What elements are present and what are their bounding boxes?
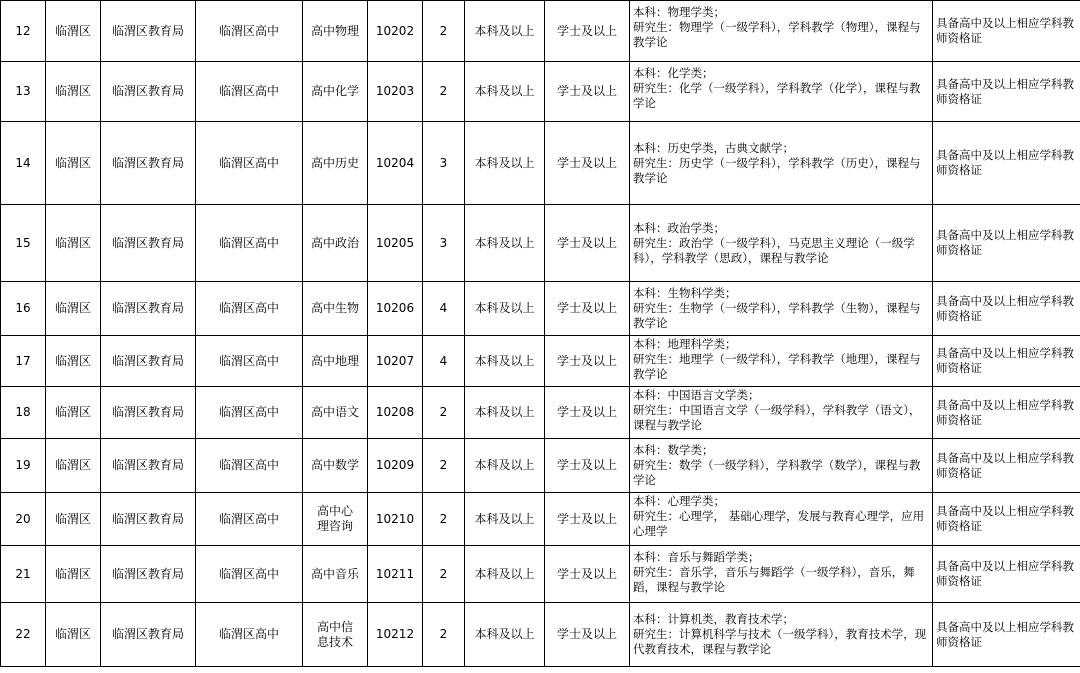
table-row xyxy=(1,603,1080,667)
position-code-cell: 10210 xyxy=(368,493,423,546)
district-cell: 临渭区 xyxy=(46,62,101,122)
major-requirements-cell xyxy=(630,439,933,493)
position-code-cell: 10212 xyxy=(368,603,423,667)
district-cell: 临渭区 xyxy=(46,205,101,282)
hire-count-cell: 2 xyxy=(423,546,465,603)
position-code-cell: 10209 xyxy=(368,439,423,493)
certificate-cell: 具备高中及以上相应学科教师资格证 xyxy=(933,282,1080,336)
certificate-cell: 具备高中及以上相应学科教师资格证 xyxy=(933,493,1080,546)
degree-cell: 学士及以上 xyxy=(545,336,630,387)
table-row xyxy=(1,336,1080,387)
degree-cell: 学士及以上 xyxy=(545,122,630,205)
undergrad-major: 本科：政治学类； xyxy=(633,220,725,235)
education-cell: 本科及以上 xyxy=(465,122,545,205)
department-cell: 临渭区教育局 xyxy=(101,603,196,667)
major-requirements-cell xyxy=(630,62,933,122)
department-cell: 临渭区教育局 xyxy=(101,493,196,546)
district-cell: 临渭区 xyxy=(46,387,101,439)
degree-cell: 学士及以上 xyxy=(545,603,630,667)
district-cell: 临渭区 xyxy=(46,122,101,205)
hire-count-cell: 4 xyxy=(423,282,465,336)
position-cell: 高中音乐 xyxy=(303,546,368,603)
position-code-cell: 10207 xyxy=(368,336,423,387)
row-number: 12 xyxy=(1,1,46,62)
graduate-major: 研究生：物理学（一级学科），学科教学（物理），课程与教学论 xyxy=(633,20,921,49)
row-number: 22 xyxy=(1,603,46,667)
row-number: 15 xyxy=(1,205,46,282)
department-cell: 临渭区教育局 xyxy=(101,205,196,282)
row-number: 16 xyxy=(1,282,46,336)
position-cell: 高中信息技术 xyxy=(303,603,368,667)
table-row xyxy=(1,205,1080,282)
major-requirements-cell xyxy=(630,493,933,546)
hire-count-cell: 3 xyxy=(423,205,465,282)
department-cell: 临渭区教育局 xyxy=(101,282,196,336)
graduate-major: 研究生：化学（一级学科），学科教学（化学），课程与教学论 xyxy=(633,81,921,110)
education-cell: 本科及以上 xyxy=(465,282,545,336)
major-requirements-cell xyxy=(630,603,933,667)
major-requirements-cell xyxy=(630,122,933,205)
position-cell: 高中历史 xyxy=(303,122,368,205)
certificate-cell: 具备高中及以上相应学科教师资格证 xyxy=(933,62,1080,122)
education-cell: 本科及以上 xyxy=(465,439,545,493)
table-row xyxy=(1,1,1080,62)
table-row xyxy=(1,493,1080,546)
hire-count-cell: 2 xyxy=(423,603,465,667)
table-row xyxy=(1,439,1080,493)
education-cell: 本科及以上 xyxy=(465,205,545,282)
hire-count-cell: 4 xyxy=(423,336,465,387)
undergrad-major: 本科：中国语言文学类； xyxy=(633,388,760,402)
degree-cell: 学士及以上 xyxy=(545,62,630,122)
hire-count-cell: 3 xyxy=(423,122,465,205)
certificate-cell: 具备高中及以上相应学科教师资格证 xyxy=(933,603,1080,667)
degree-cell: 学士及以上 xyxy=(545,1,630,62)
major-requirements-cell xyxy=(630,1,933,62)
district-cell: 临渭区 xyxy=(46,603,101,667)
position-code-cell: 10205 xyxy=(368,205,423,282)
education-cell: 本科及以上 xyxy=(465,493,545,546)
graduate-major: 研究生：地理学（一级学科），学科教学（地理），课程与教学论 xyxy=(633,352,921,381)
school-cell: 临渭区高中 xyxy=(196,603,303,667)
certificate-cell: 具备高中及以上相应学科教师资格证 xyxy=(933,122,1080,205)
education-cell: 本科及以上 xyxy=(465,603,545,667)
position-cell: 高中政治 xyxy=(303,205,368,282)
table-row xyxy=(1,62,1080,122)
position-cell: 高中化学 xyxy=(303,62,368,122)
graduate-major: 研究生：政治学（一级学科），马克思主义理论（一级学科），学科教学（思政），课程与教学论 xyxy=(633,235,915,265)
position-code-cell: 10204 xyxy=(368,122,423,205)
district-cell: 临渭区 xyxy=(46,1,101,62)
undergrad-major: 本科：数学类； xyxy=(633,443,714,457)
major-requirements-cell xyxy=(630,546,933,603)
undergrad-major: 本科：计算机类，教育技术学； xyxy=(633,612,794,626)
education-cell: 本科及以上 xyxy=(465,62,545,122)
district-cell: 临渭区 xyxy=(46,493,101,546)
major-requirements-cell xyxy=(630,387,933,439)
major-requirements-cell xyxy=(630,336,933,387)
department-cell: 临渭区教育局 xyxy=(101,336,196,387)
department-cell: 临渭区教育局 xyxy=(101,62,196,122)
position-cell: 高中语文 xyxy=(303,387,368,439)
district-cell: 临渭区 xyxy=(46,439,101,493)
hire-count-cell: 2 xyxy=(423,493,465,546)
major-requirements-cell xyxy=(630,205,933,282)
table-row xyxy=(1,282,1080,336)
row-number: 21 xyxy=(1,546,46,603)
degree-cell: 学士及以上 xyxy=(545,205,630,282)
table-row xyxy=(1,546,1080,603)
school-cell: 临渭区高中 xyxy=(196,387,303,439)
education-cell: 本科及以上 xyxy=(465,546,545,603)
department-cell: 临渭区教育局 xyxy=(101,122,196,205)
position-code-cell: 10208 xyxy=(368,387,423,439)
school-cell: 临渭区高中 xyxy=(196,439,303,493)
undergrad-major: 本科：心理学类； xyxy=(633,494,725,508)
degree-cell: 学士及以上 xyxy=(545,546,630,603)
position-code-cell: 10203 xyxy=(368,62,423,122)
education-cell: 本科及以上 xyxy=(465,336,545,387)
position-cell: 高中数学 xyxy=(303,439,368,493)
graduate-major: 研究生：数学（一级学科），学科教学（数学），课程与教学论 xyxy=(633,458,921,487)
row-number: 14 xyxy=(1,122,46,205)
position-cell: 高中物理 xyxy=(303,1,368,62)
graduate-major: 研究生：生物学（一级学科），学科教学（生物），课程与教学论 xyxy=(633,301,921,330)
undergrad-major: 本科：音乐与舞蹈学类； xyxy=(633,550,760,564)
undergrad-major: 本科：历史学类，古典文献学； xyxy=(633,140,794,155)
table-row xyxy=(1,387,1080,439)
graduate-major: 研究生：中国语言文学（一级学科），学科教学（语文），课程与教学论 xyxy=(633,403,921,432)
certificate-cell: 具备高中及以上相应学科教师资格证 xyxy=(933,546,1080,603)
position-code-cell: 10202 xyxy=(368,1,423,62)
school-cell: 临渭区高中 xyxy=(196,122,303,205)
department-cell: 临渭区教育局 xyxy=(101,546,196,603)
district-cell: 临渭区 xyxy=(46,546,101,603)
school-cell: 临渭区高中 xyxy=(196,205,303,282)
position-code-cell: 10211 xyxy=(368,546,423,603)
row-number: 17 xyxy=(1,336,46,387)
school-cell: 临渭区高中 xyxy=(196,493,303,546)
certificate-cell: 具备高中及以上相应学科教师资格证 xyxy=(933,336,1080,387)
position-cell: 高中心理咨询 xyxy=(303,493,368,546)
department-cell: 临渭区教育局 xyxy=(101,1,196,62)
degree-cell: 学士及以上 xyxy=(545,282,630,336)
row-number: 18 xyxy=(1,387,46,439)
education-cell: 本科及以上 xyxy=(465,387,545,439)
hire-count-cell: 2 xyxy=(423,387,465,439)
graduate-major: 研究生：音乐学，音乐与舞蹈学（一级学科），音乐，舞蹈，课程与教学论 xyxy=(633,565,915,594)
certificate-cell: 具备高中及以上相应学科教师资格证 xyxy=(933,205,1080,282)
undergrad-major: 本科：化学类； xyxy=(633,66,714,80)
school-cell: 临渭区高中 xyxy=(196,62,303,122)
school-cell: 临渭区高中 xyxy=(196,546,303,603)
school-cell: 临渭区高中 xyxy=(196,1,303,62)
school-cell: 临渭区高中 xyxy=(196,336,303,387)
department-cell: 临渭区教育局 xyxy=(101,439,196,493)
certificate-cell: 具备高中及以上相应学科教师资格证 xyxy=(933,439,1080,493)
position-code-cell: 10206 xyxy=(368,282,423,336)
hire-count-cell: 2 xyxy=(423,1,465,62)
education-cell: 本科及以上 xyxy=(465,1,545,62)
undergrad-major: 本科：生物科学类； xyxy=(633,286,737,300)
table-row xyxy=(1,122,1080,205)
district-cell: 临渭区 xyxy=(46,282,101,336)
district-cell: 临渭区 xyxy=(46,336,101,387)
undergrad-major: 本科：物理学类； xyxy=(633,5,725,19)
degree-cell: 学士及以上 xyxy=(545,387,630,439)
row-number: 20 xyxy=(1,493,46,546)
graduate-major: 研究生：计算机科学与技术（一级学科），教育技术学，现代教育技术，课程与教学论 xyxy=(633,627,927,656)
graduate-major: 研究生：历史学（一级学科），学科教学（历史），课程与教学论 xyxy=(633,155,921,185)
graduate-major: 研究生：心理学， 基础心理学，发展与教育心理学，应用心理学 xyxy=(633,509,925,538)
major-requirements-cell xyxy=(630,282,933,336)
position-cell: 高中地理 xyxy=(303,336,368,387)
degree-cell: 学士及以上 xyxy=(545,493,630,546)
certificate-cell: 具备高中及以上相应学科教师资格证 xyxy=(933,1,1080,62)
position-cell: 高中生物 xyxy=(303,282,368,336)
row-number: 19 xyxy=(1,439,46,493)
hire-count-cell: 2 xyxy=(423,439,465,493)
row-number: 13 xyxy=(1,62,46,122)
degree-cell: 学士及以上 xyxy=(545,439,630,493)
certificate-cell: 具备高中及以上相应学科教师资格证 xyxy=(933,387,1080,439)
hire-count-cell: 2 xyxy=(423,62,465,122)
undergrad-major: 本科：地理科学类； xyxy=(633,337,737,351)
department-cell: 临渭区教育局 xyxy=(101,387,196,439)
school-cell: 临渭区高中 xyxy=(196,282,303,336)
